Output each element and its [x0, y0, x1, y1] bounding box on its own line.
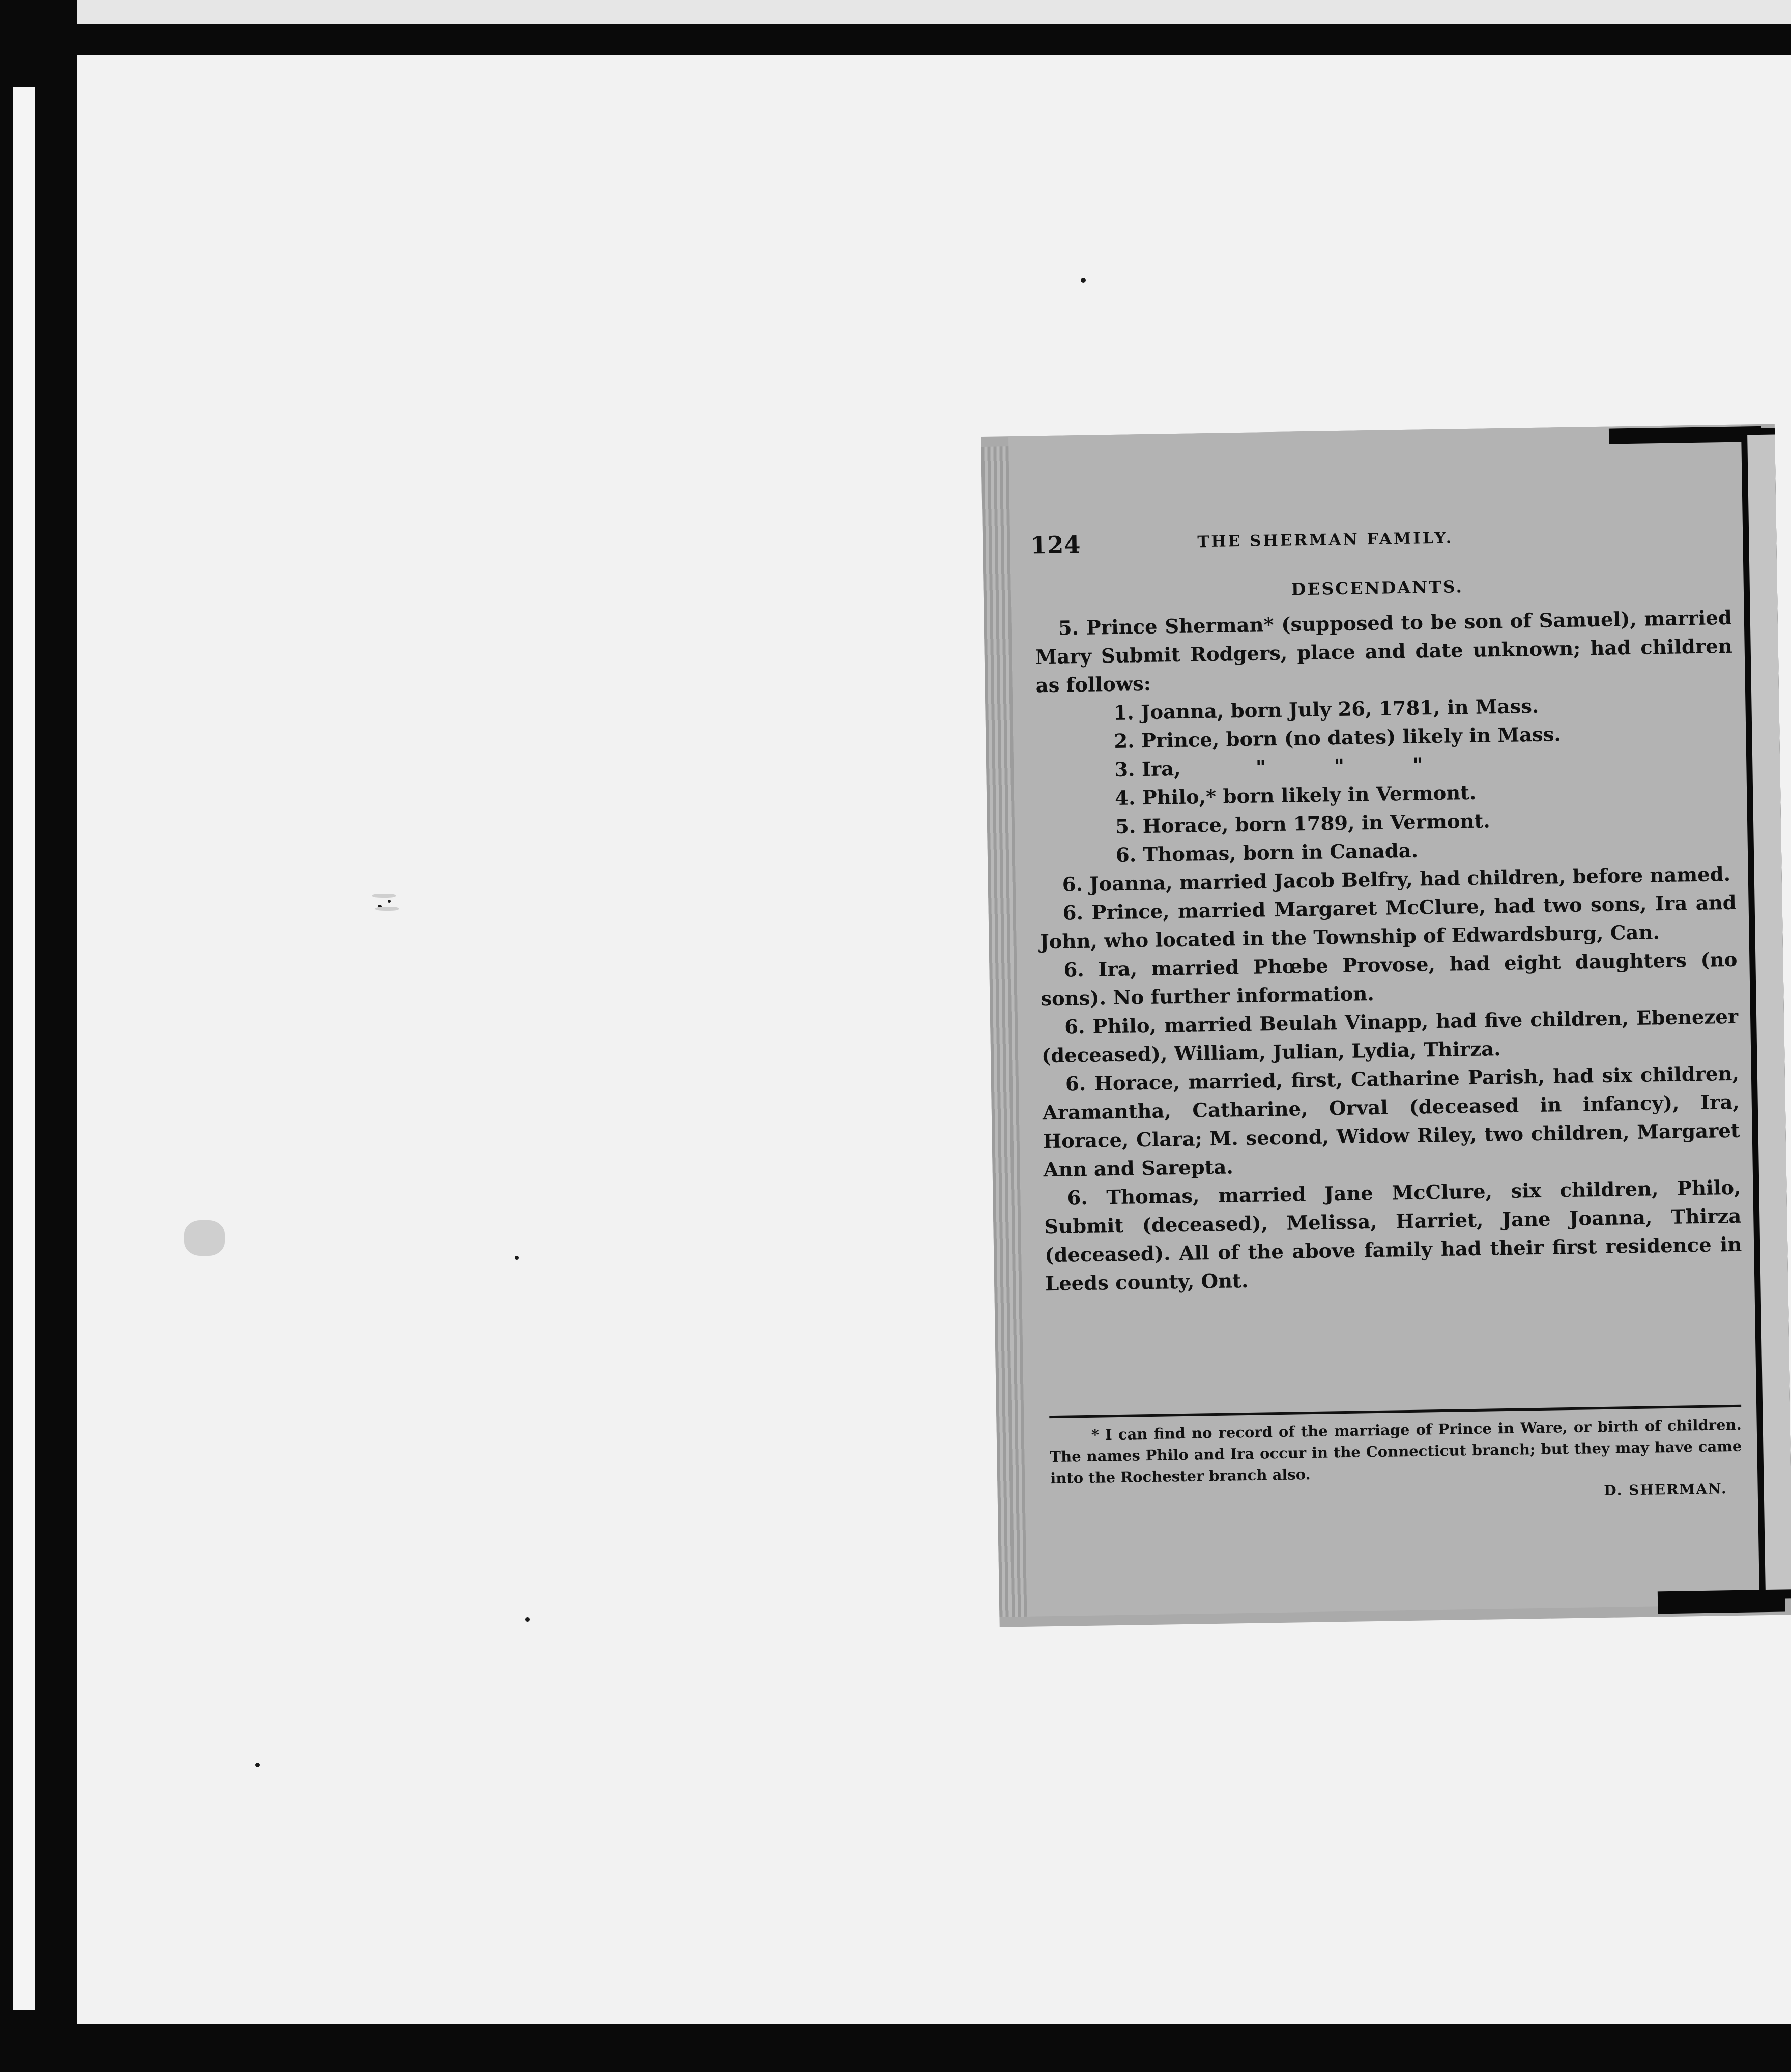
intro-paragraph: 5. Prince Sherman* (supposed to be son of Samuel), married Mary Submit Rodgers, place and date unknown; had children as follows:	[1035, 606, 1733, 698]
page-body	[1035, 604, 1743, 1299]
list-item: 3. Ira, " " "	[1114, 754, 1423, 782]
paragraph: 6. Joanna, married Jacob Belfry, had children, before named.	[1062, 862, 1731, 897]
list-item: 5. Horace, born 1789, in Vermont.	[1115, 810, 1490, 839]
film-border-bottom	[0, 2024, 1791, 2072]
film-edge-strip	[77, 0, 1791, 24]
dust-speck	[515, 1256, 519, 1260]
paragraph: 6. Philo, married Beulah Vinapp, had five children, Ebenezer (deceased), William, Julian, Lydia, Thirza.	[1041, 1005, 1739, 1068]
running-title: THE SHERMAN FAMILY.	[1197, 529, 1454, 552]
list-item: 6. Thomas, born in Canada.	[1115, 839, 1419, 867]
book-page-photo	[981, 424, 1791, 1627]
smudge-mark	[372, 894, 396, 898]
smudge-mark	[184, 1220, 225, 1256]
children-list	[1036, 689, 1736, 871]
dust-speck	[388, 900, 391, 903]
footnote	[1050, 1414, 1743, 1500]
dust-speck	[255, 1763, 260, 1767]
film-border-left	[0, 0, 77, 2072]
dust-speck	[1081, 278, 1086, 283]
dust-speck	[525, 1617, 530, 1622]
paragraph: 6. Prince, married Margaret McClure, had two sons, Ira and John, who located in the Township of Edwardsburg, Can.	[1039, 891, 1737, 954]
footnote-signature: D. SHERMAN.	[1604, 1480, 1727, 1500]
list-item: 1. Joanna, born July 26, 1781, in Mass.	[1113, 695, 1539, 725]
smudge-mark	[375, 907, 399, 911]
footnote-text: * I can find no record of the marriage of Prince in Ware, or birth of children. The names Philo and Ira occur in the Connecticut branch; but they may have came into the Rochester branch also.	[1050, 1416, 1742, 1487]
list-item: 4. Philo,* born likely in Vermont.	[1114, 781, 1477, 810]
paragraph: 6. Ira, married Phœbe Provose, had eight daughters (no sons). No further information.	[1041, 948, 1738, 1011]
page-number: 124	[1030, 530, 1081, 559]
paragraph: 6. Thomas, married Jane McClure, six children, Philo, Submit (deceased), Melissa, Harriet, Jane Joanna, Thirza (deceased). All of the above family had their first residence in Leeds county, Ont.	[1044, 1176, 1742, 1296]
running-head	[1030, 521, 1702, 562]
paragraph: 6. Horace, married, first, Catharine Parish, had six children, Aramantha, Catharine, Orval (deceased in infancy), Ira, Horace, Clara; M. second, Widow Riley, two children, Margaret Ann and Sarepta.	[1042, 1062, 1740, 1182]
tape-strip-top	[1609, 426, 1761, 444]
film-edge-strip-left	[13, 87, 35, 2010]
book-page	[1008, 425, 1759, 1617]
list-item: 2. Prince, born (no dates) likely in Mass.	[1114, 723, 1562, 753]
section-heading: DESCENDANTS.	[1291, 577, 1464, 599]
